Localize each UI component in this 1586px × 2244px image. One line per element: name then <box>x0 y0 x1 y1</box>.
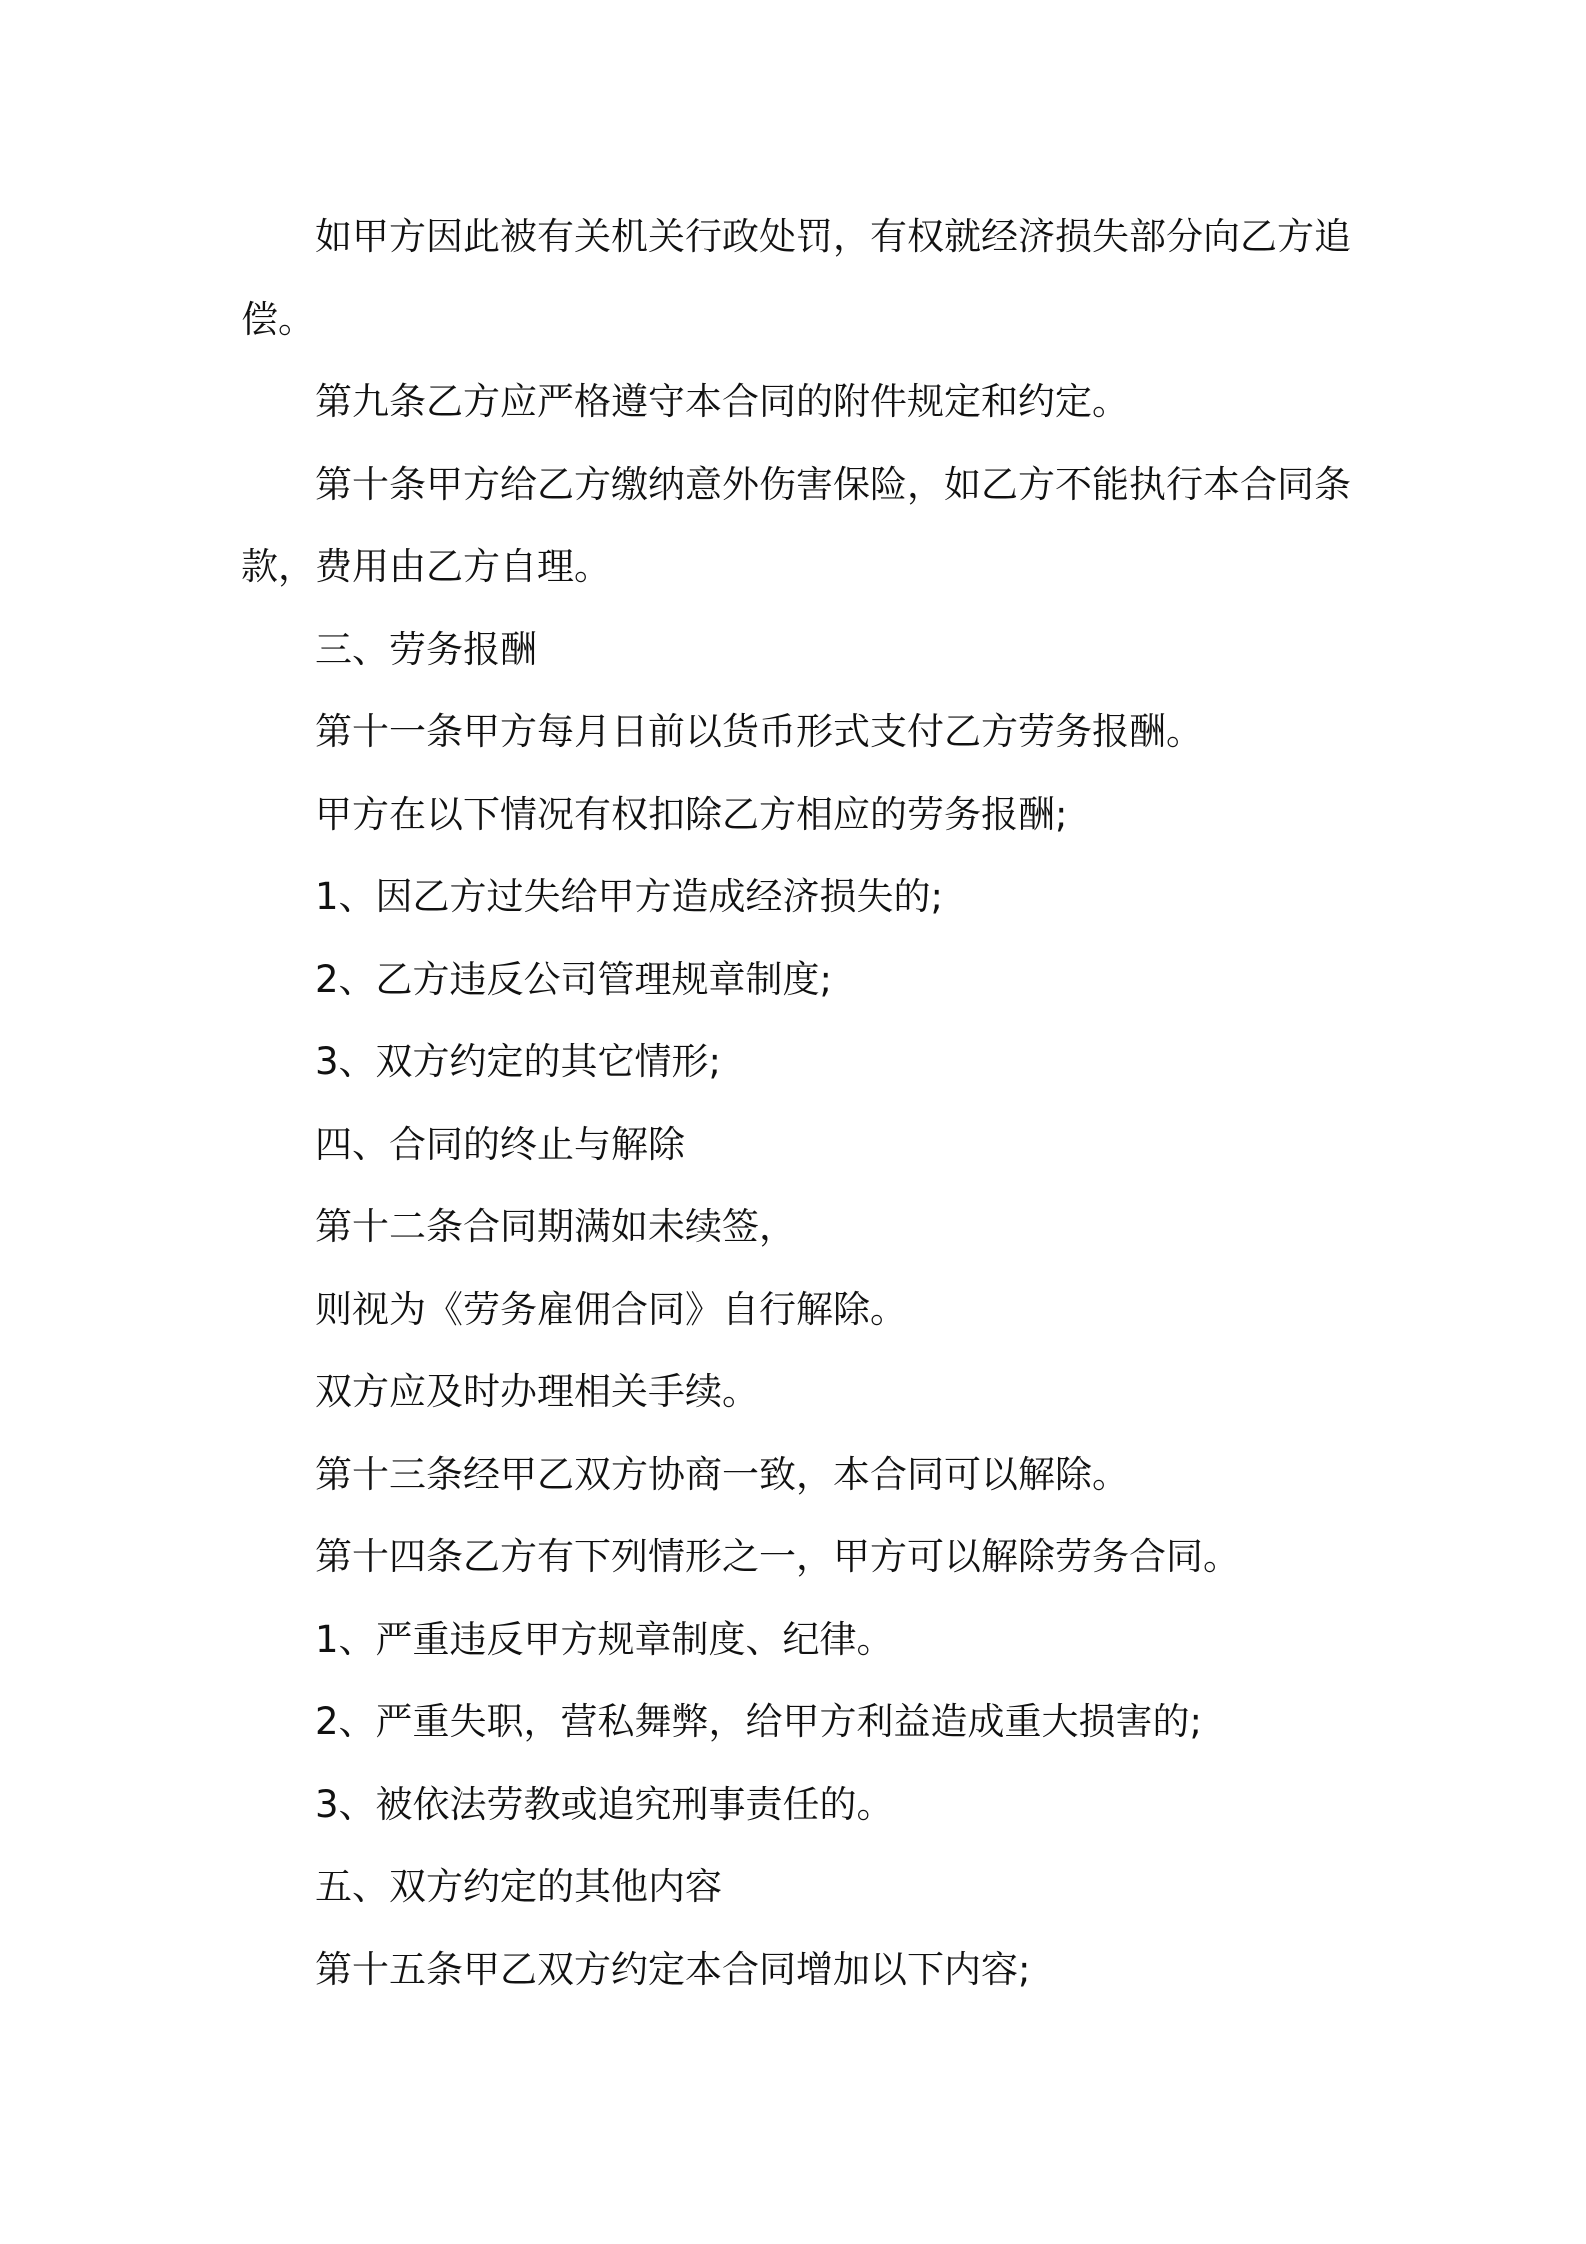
paragraph-article-10: 第十条甲方给乙方缴纳意外伤害保险，如乙方不能执行本合同条款，费用由乙方自理。 <box>241 462 1351 588</box>
list-item-termination-3: 3、被依法劳教或追究刑事责任的。 <box>315 1782 894 1826</box>
paragraph-article-14: 第十四条乙方有下列情形之一，甲方可以解除劳务合同。 <box>315 1535 1240 1578</box>
section-heading-termination: 四、合同的终止与解除 <box>315 1122 685 1166</box>
list-item-deduction-3: 3、双方约定的其它情形; <box>315 1040 722 1083</box>
list-item-termination-2: 2、严重失职，营私舞弊，给甲方利益造成重大损害的; <box>315 1700 1203 1743</box>
list-item-deduction-1: 1、因乙方过失给甲方造成经济损失的; <box>315 875 944 918</box>
paragraph-compensation-claim: 如甲方因此被有关机关行政处罚，有权就经济损失部分向乙方追偿。 <box>241 215 1351 341</box>
paragraph-procedures: 双方应及时办理相关手续。 <box>315 1370 759 1413</box>
list-item-deduction-2: 2、乙方违反公司管理规章制度; <box>315 957 833 1001</box>
paragraph-article-11: 第十一条甲方每月日前以货币形式支付乙方劳务报酬。 <box>315 710 1203 753</box>
paragraph-deduction-intro: 甲方在以下情况有权扣除乙方相应的劳务报酬; <box>315 792 1068 836</box>
paragraph-article-12: 第十二条合同期满如未续签， <box>315 1205 796 1248</box>
list-item-termination-1: 1、严重违反甲方规章制度、纪律。 <box>315 1617 894 1661</box>
paragraph-article-13: 第十三条经甲乙双方协商一致，本合同可以解除。 <box>315 1452 1129 1496</box>
section-heading-other: 五、双方约定的其他内容 <box>315 1865 722 1908</box>
document-body <box>241 196 1351 2011</box>
paragraph-article-12-cont: 则视为《劳务雇佣合同》自行解除。 <box>315 1287 907 1331</box>
paragraph-article-9: 第九条乙方应严格遵守本合同的附件规定和约定。 <box>315 380 1129 423</box>
section-heading-remuneration: 三、劳务报酬 <box>315 627 537 671</box>
paragraph-article-15: 第十五条甲乙双方约定本合同增加以下内容; <box>315 1947 1031 1991</box>
